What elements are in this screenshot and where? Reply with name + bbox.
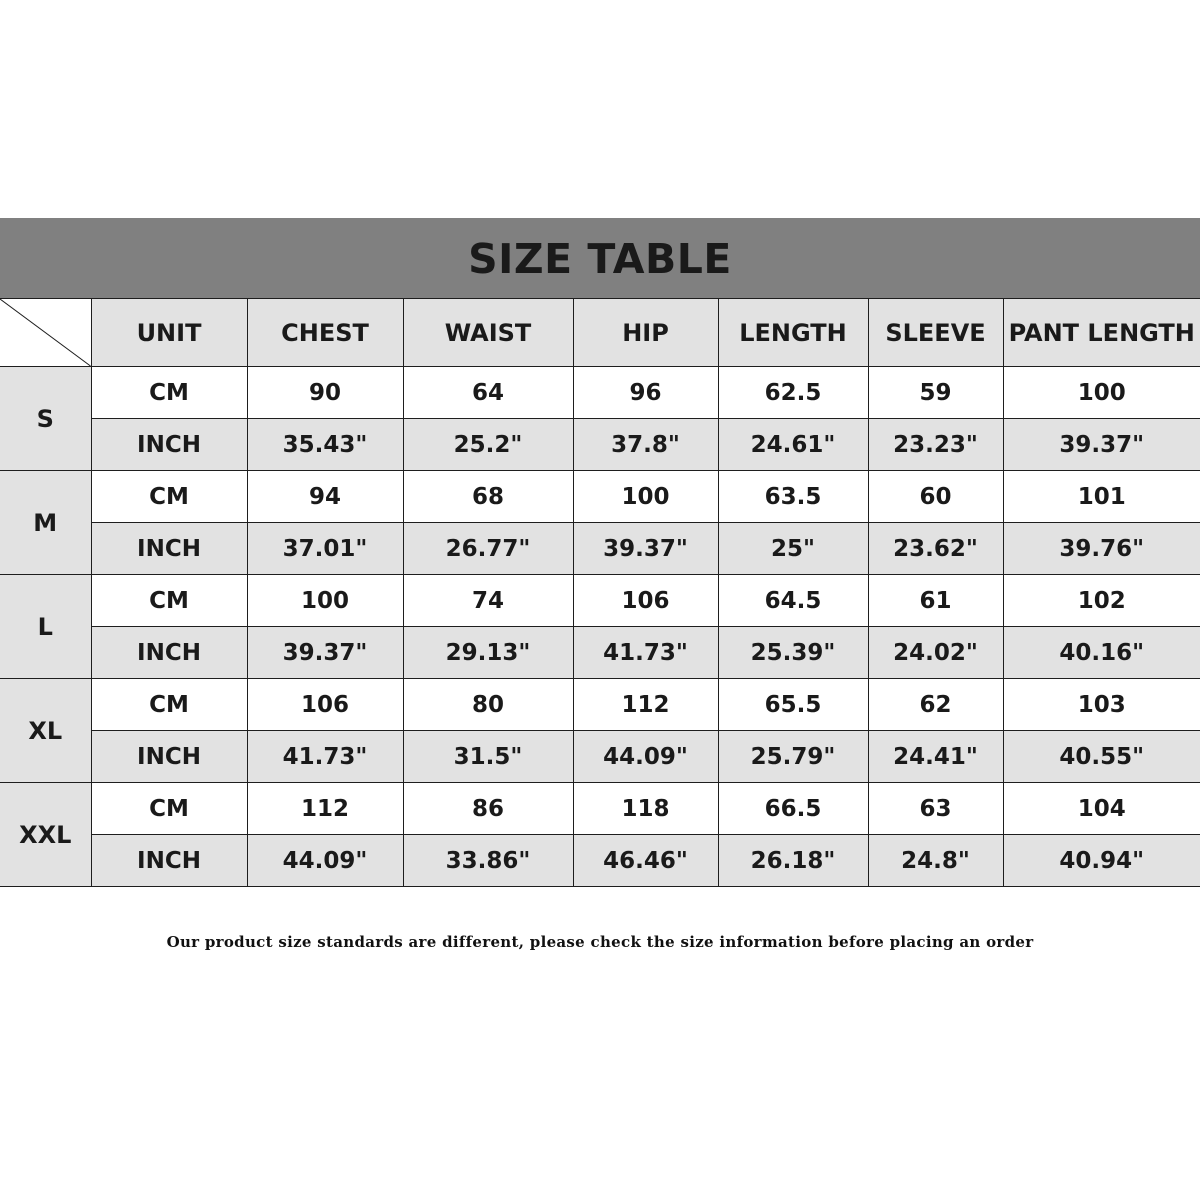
waist-cell: 29.13" (403, 627, 573, 679)
length-cell: 64.5 (718, 575, 868, 627)
length-cell: 62.5 (718, 367, 868, 419)
size-label-cell: S (0, 367, 91, 471)
unit-cell: INCH (91, 835, 247, 887)
sleeve-cell: 62 (868, 679, 1003, 731)
waist-cell: 86 (403, 783, 573, 835)
unit-cell: CM (91, 783, 247, 835)
chest-cell: 100 (247, 575, 403, 627)
hip-cell: 41.73" (573, 627, 718, 679)
column-header-sleeve: SLEEVE (868, 299, 1003, 367)
table-row (0, 783, 1200, 835)
pant-length-cell: 104 (1003, 783, 1200, 835)
unit-cell: CM (91, 471, 247, 523)
sleeve-cell: 24.41" (868, 731, 1003, 783)
waist-cell: 33.86" (403, 835, 573, 887)
table-row (0, 731, 1200, 783)
length-cell: 26.18" (718, 835, 868, 887)
pant-length-cell: 40.16" (1003, 627, 1200, 679)
hip-cell: 112 (573, 679, 718, 731)
unit-cell: CM (91, 679, 247, 731)
hip-cell: 118 (573, 783, 718, 835)
page-title: SIZE TABLE (468, 235, 732, 283)
pant-length-cell: 40.55" (1003, 731, 1200, 783)
size-label-cell: XXL (0, 783, 91, 887)
length-cell: 25.39" (718, 627, 868, 679)
column-header-pant-length: PANT LENGTH (1003, 299, 1200, 367)
hip-cell: 100 (573, 471, 718, 523)
hip-cell: 96 (573, 367, 718, 419)
table-row (0, 367, 1200, 419)
chest-cell: 37.01" (247, 523, 403, 575)
diagonal-divider-icon (0, 299, 91, 366)
unit-cell: INCH (91, 731, 247, 783)
sleeve-cell: 60 (868, 471, 1003, 523)
unit-cell: CM (91, 575, 247, 627)
size-table-title-bar (0, 218, 1200, 298)
hip-cell: 39.37" (573, 523, 718, 575)
chest-cell: 35.43" (247, 419, 403, 471)
size-table-body (0, 367, 1200, 887)
chest-cell: 112 (247, 783, 403, 835)
pant-length-cell: 39.76" (1003, 523, 1200, 575)
corner-cell (0, 299, 91, 367)
sleeve-cell: 61 (868, 575, 1003, 627)
pant-length-cell: 102 (1003, 575, 1200, 627)
sleeve-cell: 63 (868, 783, 1003, 835)
pant-length-cell: 39.37" (1003, 419, 1200, 471)
chest-cell: 106 (247, 679, 403, 731)
waist-cell: 80 (403, 679, 573, 731)
pant-length-cell: 103 (1003, 679, 1200, 731)
table-row (0, 419, 1200, 471)
length-cell: 24.61" (718, 419, 868, 471)
sleeve-cell: 23.62" (868, 523, 1003, 575)
pant-length-cell: 101 (1003, 471, 1200, 523)
chest-cell: 41.73" (247, 731, 403, 783)
chest-cell: 39.37" (247, 627, 403, 679)
pant-length-cell: 40.94" (1003, 835, 1200, 887)
length-cell: 65.5 (718, 679, 868, 731)
column-header-length: LENGTH (718, 299, 868, 367)
column-header-hip: HIP (573, 299, 718, 367)
sleeve-cell: 24.02" (868, 627, 1003, 679)
chest-cell: 44.09" (247, 835, 403, 887)
header-row (0, 299, 1200, 367)
table-row (0, 835, 1200, 887)
table-row (0, 471, 1200, 523)
table-row (0, 627, 1200, 679)
length-cell: 66.5 (718, 783, 868, 835)
hip-cell: 37.8" (573, 419, 718, 471)
table-row (0, 575, 1200, 627)
column-header-unit: UNIT (91, 299, 247, 367)
length-cell: 25.79" (718, 731, 868, 783)
column-header-waist: WAIST (403, 299, 573, 367)
table-row (0, 523, 1200, 575)
chest-cell: 94 (247, 471, 403, 523)
size-label-cell: M (0, 471, 91, 575)
size-label-cell: L (0, 575, 91, 679)
unit-cell: INCH (91, 523, 247, 575)
chest-cell: 90 (247, 367, 403, 419)
sleeve-cell: 24.8" (868, 835, 1003, 887)
unit-cell: INCH (91, 419, 247, 471)
unit-cell: CM (91, 367, 247, 419)
length-cell: 25" (718, 523, 868, 575)
size-table (0, 298, 1200, 887)
hip-cell: 46.46" (573, 835, 718, 887)
pant-length-cell: 100 (1003, 367, 1200, 419)
sleeve-cell: 23.23" (868, 419, 1003, 471)
waist-cell: 25.2" (403, 419, 573, 471)
length-cell: 63.5 (718, 471, 868, 523)
size-disclaimer-note: Our product size standards are different, please check the size information before placing an order (166, 933, 1034, 951)
waist-cell: 26.77" (403, 523, 573, 575)
table-row (0, 679, 1200, 731)
waist-cell: 64 (403, 367, 573, 419)
waist-cell: 68 (403, 471, 573, 523)
waist-cell: 74 (403, 575, 573, 627)
unit-cell: INCH (91, 627, 247, 679)
sleeve-cell: 59 (868, 367, 1003, 419)
hip-cell: 44.09" (573, 731, 718, 783)
hip-cell: 106 (573, 575, 718, 627)
waist-cell: 31.5" (403, 731, 573, 783)
size-label-cell: XL (0, 679, 91, 783)
column-header-chest: CHEST (247, 299, 403, 367)
